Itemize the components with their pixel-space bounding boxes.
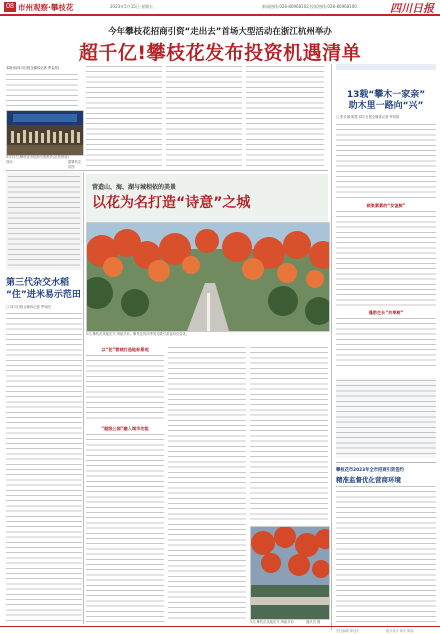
feature-column-3 (250, 347, 328, 522)
lead-column-4 (246, 66, 324, 166)
lead-photo (6, 110, 84, 156)
page-number: 08 (4, 2, 16, 12)
newspaper-logo: 四川日报 (390, 2, 434, 15)
right-story-text-1 (336, 124, 436, 200)
feature-photo-caption: 5月,攀枝花凤凰花开,绚丽多彩。攀枝花的四季风光吸引游客纷至沓来。 (86, 332, 190, 336)
lead-divider (6, 170, 328, 171)
lead-byline: 本报讯(四川日报全媒体记者 罗金昊) (6, 66, 60, 70)
left-story-headline-2: “住”进米易示范田 (6, 290, 81, 300)
footer-editor: 责任编辑 廖延庆 (336, 629, 360, 633)
feature-photo (86, 222, 330, 332)
feature-column-2 (168, 347, 246, 622)
right-story-text-3 (336, 318, 436, 370)
footer-rule (0, 626, 440, 627)
right-divider (336, 462, 436, 463)
bottom-photo (250, 526, 330, 620)
right-story-headline-2: 助木里一路向“兴” (348, 101, 424, 111)
lead-column-2 (86, 66, 162, 166)
right-story-byline: □ 张长城 陈思 四川日报全媒体记者 罗向阳 (336, 115, 400, 119)
feature-kicker: 营造山、海、湖与城相依的美景 (92, 184, 177, 191)
feature-subhead-1: 以“花”营城打造地标景观 (101, 347, 149, 352)
right-story-subhead-1: 硕果累累的“友谊树” (366, 203, 406, 208)
issue-date: 2023年5月15日 星期五 (110, 4, 154, 9)
lead-kicker: 今年攀枝花招商引资“走出去”首场大型活动在浙江杭州举办 (108, 27, 332, 37)
lead-photo-caption: 5月11日,攀枝花市招商引资推介会(杭州站)现场 (6, 155, 69, 164)
lead-photo-credit: 据攀枝花 供图 (68, 160, 82, 169)
section-title: 市州观察·攀枝花 (18, 3, 74, 12)
footer-designer: 版式设计 林东 陈瑞 (386, 629, 414, 633)
right-column-rule (331, 64, 332, 630)
feature-column-1b (86, 434, 164, 622)
left-story-headline-1: 第三代杂交水稻 (6, 278, 70, 288)
bottom-photo-caption: 5月,攀枝花凤凰花开,绚丽多彩 (250, 620, 294, 624)
right-story-band (336, 64, 436, 70)
right-story-subhead-2: 蓬勃生长“共享树” (368, 310, 404, 315)
lead-column-1 (6, 74, 78, 108)
feature-subhead-2: “超级公园”融入城市功能 (101, 426, 149, 431)
right-bottom-text (336, 486, 436, 622)
feature-headline: 以花为名打造“诗意”之城 (92, 195, 251, 211)
right-story-text-4-lines (336, 380, 436, 456)
left-story-text (6, 313, 82, 622)
bottom-photo-credit: 通讯员 摄 (306, 620, 321, 624)
lead-column-3 (166, 66, 242, 166)
right-bottom-headline-1: 攀枝花市2023年全市招商引资签约 (336, 468, 404, 473)
right-story-headline-1: 13载“攀木一家亲” (346, 90, 426, 100)
left-column-rule (83, 172, 84, 624)
hotline-info: 新闻热线:028-86968102 投诉热线:028-86968100 (262, 4, 357, 9)
left-story-intro-lines (8, 176, 80, 266)
feature-column-1a (86, 355, 164, 421)
right-story-text-2 (336, 211, 436, 307)
left-story-byline: □ 四川日报全媒体记者 罗向阳 (6, 305, 51, 309)
lead-headline: 超千亿!攀枝花发布投资机遇清单 (78, 42, 362, 64)
right-bottom-headline-2: 精准监督优化营商环境 (336, 476, 401, 484)
